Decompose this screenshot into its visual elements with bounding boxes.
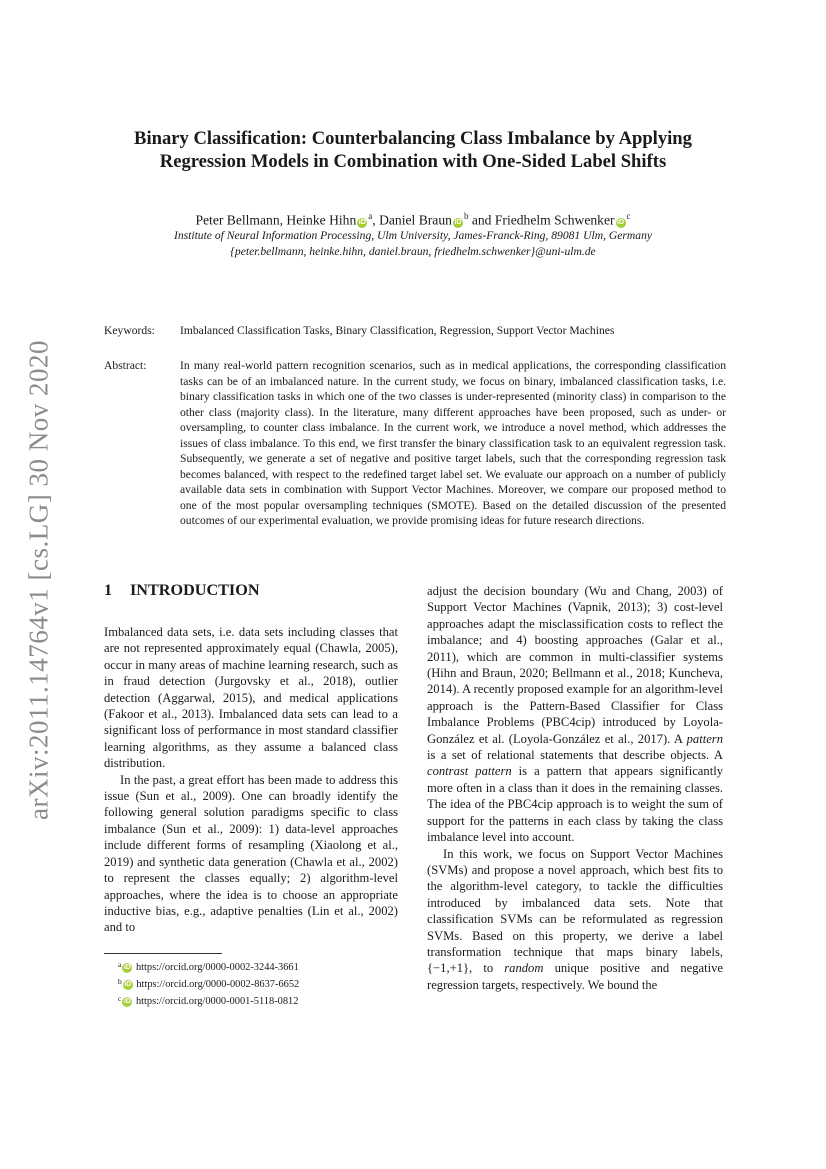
footnote-c <box>118 992 398 1009</box>
text-run: is a pattern that appears significantly more often in a class than it does in the remaining classes. The idea of the PBC4cip approach is to weight the sum of support for the patterns in each class by taking the class imbalance level into account. <box>427 764 723 845</box>
footnote-divider <box>104 953 222 954</box>
section-heading <box>104 580 398 600</box>
abstract-text: In many real-world pattern recognition scenarios, such as in medical applications, the corresponding classification tasks can be of an imbalanced nature. In the current study, we focus on binary, imbalanced classification tasks, i.e. binary classification tasks in which one of the two classes is under-represented (minority class) in comparison to the other class (majority class). In the literature, many different approaches have been proposed, such as under- or oversampling, to counter class imbalance. In the current work, we introduce a novel method, which addresses the issues of class imbalance. To this end, we first transfer the binary classification task to an equivalent regression task. Subsequently, we generate a set of negative and positive target labels, such that the corresponding regression task becomes balanced, with respect to the redefined target label set. We evaluate our approach on a number of publicly available data sets in combination with Support Vector Machines. Moreover, we compare our proposed method to one of the most popular oversampling techniques (SMOTE). Based on the detailed discussion of the presented outcomes of our experimental evaluation, we provide promising ideas for future research directions. <box>180 359 726 527</box>
emphasis-pattern: pattern <box>686 731 723 746</box>
right-column <box>427 583 723 993</box>
arxiv-identifier: arXiv:2011.14764v1 [cs.LG] 30 Nov 2020 <box>23 340 54 820</box>
intro-paragraph-3 <box>427 846 723 994</box>
author-mark-c: c <box>626 211 631 221</box>
section-number: 1 <box>104 581 113 599</box>
text-run: In this work, we focus on Support Vector Machines (SVMs) and propose a novel approach, which best fits to the algorithm-level category, to tackle the difficulties introduced by imbalanced data sets. Note that classification SVMs can be reformulated as regression SVMs. Based on this property, we derive a label transformation technique that maps binary labels, {−1,+1}, to <box>427 846 723 976</box>
title-line-1: Binary Classification: Counterbalancing Class Imbalance by Applying <box>134 128 692 149</box>
section-title: INTRODUCTION <box>130 581 260 599</box>
keywords-label: Keywords: <box>104 324 155 337</box>
text-run: unique positive and negative regression targets, respectively. We bound the <box>427 961 724 992</box>
orcid-link[interactable]: https://orcid.org/0000-0002-8637-6652 <box>136 979 300 990</box>
text-run: adjust the decision boundary (Wu and Chang, 2003) of Support Vector Machines (Vapnik, 2013); 3) cost-level approaches adapt the misclassification costs to reflect the imbalance; and 4) boosting approaches (Galar et al., 2011), which are common in multi-classifier systems (Hihn and Braun, 2020; Bellmann et al., 2018; Kuncheva, 2014). A recently proposed example for an algorithm-level approach is the Pattern-Based Classifier for Class Imbalance Problems (PBC4cip) introduced by Loyola-González et al. (Loyola-González et al., 2017). A <box>427 584 723 746</box>
author-names-3: and Friedhelm Schwenker <box>468 212 615 228</box>
orcid-icon[interactable]: iD <box>358 218 366 226</box>
orcid-icon[interactable]: iD <box>617 218 625 226</box>
footnote-b <box>118 975 398 992</box>
orcid-icon: iD <box>124 981 132 988</box>
orcid-link[interactable]: https://orcid.org/0000-0002-3244-3661 <box>135 962 299 973</box>
emphasis-contrast-pattern: contrast pattern <box>427 764 512 779</box>
emphasis-random: random <box>504 961 544 976</box>
orcid-icon: iD <box>123 998 131 1005</box>
author-names-2: , Daniel Braun <box>372 212 452 228</box>
footnotes <box>118 958 398 1009</box>
author-mark-a: a <box>368 211 373 221</box>
footnote-mark: b <box>118 977 122 986</box>
affiliation-institute: Institute of Neural Information Processing, Ulm University, James-Franck-Ring, 89081 Ulm, Germany <box>173 229 653 242</box>
affiliation <box>90 228 736 259</box>
footnote-mark: a <box>118 960 122 969</box>
orcid-link[interactable]: https://orcid.org/0000-0001-5118-0812 <box>135 996 299 1007</box>
title-line-2: Regression Models in Combination with One-Sided Label Shifts <box>159 151 667 172</box>
footnote-a <box>118 958 398 975</box>
affiliation-emails: {peter.bellmann, heinke.hihn, daniel.braun, friedhelm.schwenker}@uni-ulm.de <box>230 244 596 258</box>
abstract-label: Abstract: <box>104 359 147 372</box>
keywords-text: Imbalanced Classification Tasks, Binary Classification, Regression, Support Vector Machines <box>180 324 615 337</box>
intro-paragraph-2: In the past, a great effort has been made to address this issue (Sun et al., 2009). One can broadly identify the following general solution paradigms specific to class imbalance (Sun et al., 2009): 1) data-level approaches include different forms of resampling (Xiaolong et al., 2019) and synthetic data generation (Chawla et al., 2002) to represent the classes equally; 2) algorithm-level approaches, where the idea is to choose an appropriate inductive bias, e.g., adaptive penalties (Lin et al., 2002) and to <box>104 772 398 935</box>
intro-paragraph-1: Imbalanced data sets, i.e. data sets including classes that are not represented approximately equal (Chawla, 2005), occur in many areas of machine learning research, such as in fraud detection (Jurgovsky et al., 2018), outlier detection (Aggarwal, 2015), and medical applications (Fakoor et al., 2013). Imbalanced data sets can lead to a significant loss of performance in most standard classifier learning algorithms, as they assume a balanced class distribution. <box>104 625 398 771</box>
paper-title <box>90 127 736 173</box>
orcid-icon[interactable]: iD <box>454 218 462 226</box>
author-list <box>90 207 736 230</box>
orcid-icon: iD <box>123 964 131 971</box>
author-names-1: Peter Bellmann, Heinke Hihn <box>195 212 357 228</box>
author-mark-b: b <box>463 211 469 221</box>
intro-paragraph-continued <box>427 583 723 846</box>
text-run: is a set of relational statements that describe objects. A <box>427 748 723 763</box>
footnote-mark: c <box>118 994 122 1003</box>
left-column <box>104 580 398 936</box>
